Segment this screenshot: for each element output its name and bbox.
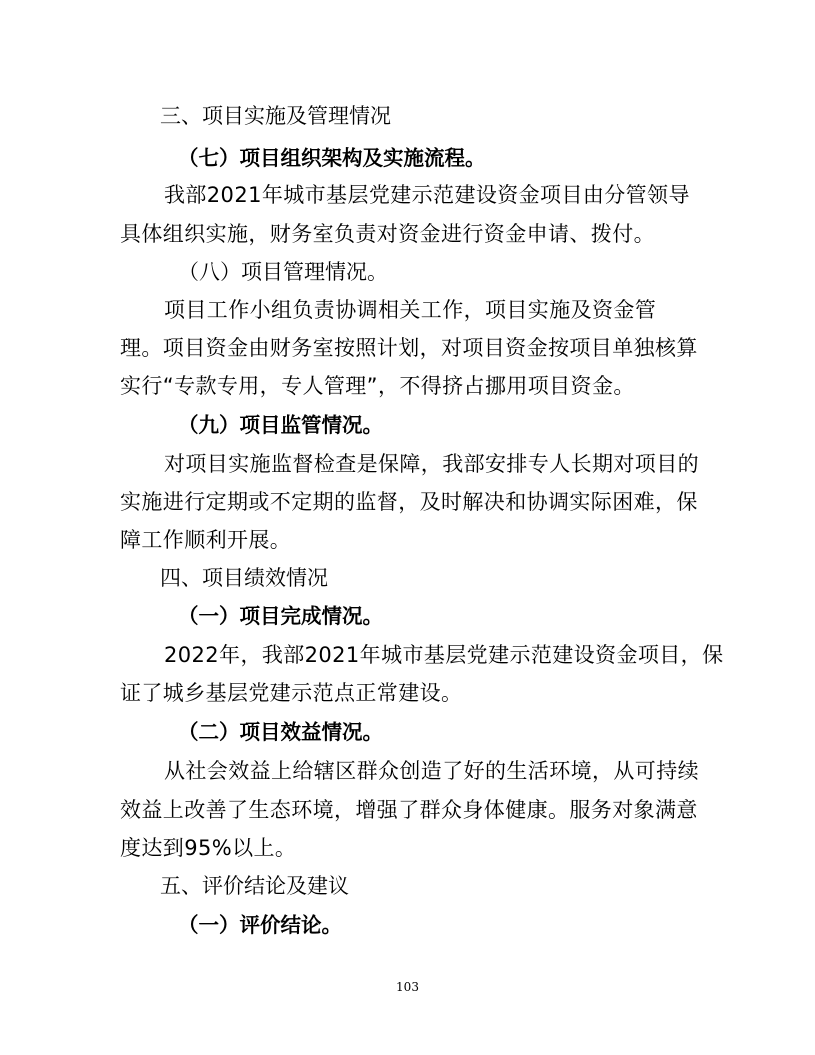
section-5-title: 五、评价结论及建议	[160, 874, 349, 898]
paragraph-line: 具体组织实施，财务室负责对资金进行资金申请、拨付。	[120, 222, 655, 246]
subsection-4-1-heading: （一）项目完成情况。	[178, 604, 383, 628]
section-3-title: 三、项目实施及管理情况	[160, 104, 391, 128]
paragraph-line: 对项目实施监督检查是保障，我部安排专人长期对项目的	[164, 452, 699, 476]
paragraph-line: 我部2021年城市基层党建示范建设资金项目由分管领导	[164, 183, 690, 207]
paragraph-line: 度达到95%以上。	[120, 836, 297, 860]
paragraph-line: 项目工作小组负责协调相关工作，项目实施及资金管	[164, 298, 657, 322]
paragraph-line: 证了城乡基层党建示范点正常建设。	[120, 681, 463, 705]
paragraph-line: 理。项目资金由财务室按照计划，对项目资金按项目单独核算	[120, 336, 698, 360]
page-number: 103	[396, 980, 419, 994]
subsection-9-heading: （九）项目监管情况。	[178, 413, 383, 437]
paragraph-line: 障工作顺利开展。	[120, 528, 292, 552]
subsection-4-2-heading: （二）项目效益情况。	[178, 720, 383, 744]
subsection-7-heading: （七）项目组织架构及实施流程。	[178, 146, 486, 170]
paragraph-line: 效益上改善了生态环境，增强了群众身体健康。服务对象满意	[120, 798, 698, 822]
subsection-5-1-heading: （一）评价结论。	[178, 913, 342, 937]
paragraph-line: 从社会效益上给辖区群众创造了好的生活环境，从可持续	[164, 759, 699, 783]
paragraph-line: 2022年，我部2021年城市基层党建示范建设资金项目，保	[164, 643, 724, 667]
section-4-title: 四、项目绩效情况	[160, 566, 328, 590]
paragraph-line: 实行“专款专用，专人管理”，不得挤占挪用项目资金。	[120, 374, 635, 398]
paragraph-line: 实施进行定期或不定期的监督，及时解决和协调实际困难，保	[120, 490, 698, 514]
subsection-8-heading: （八）项目管理情况。	[178, 260, 388, 284]
